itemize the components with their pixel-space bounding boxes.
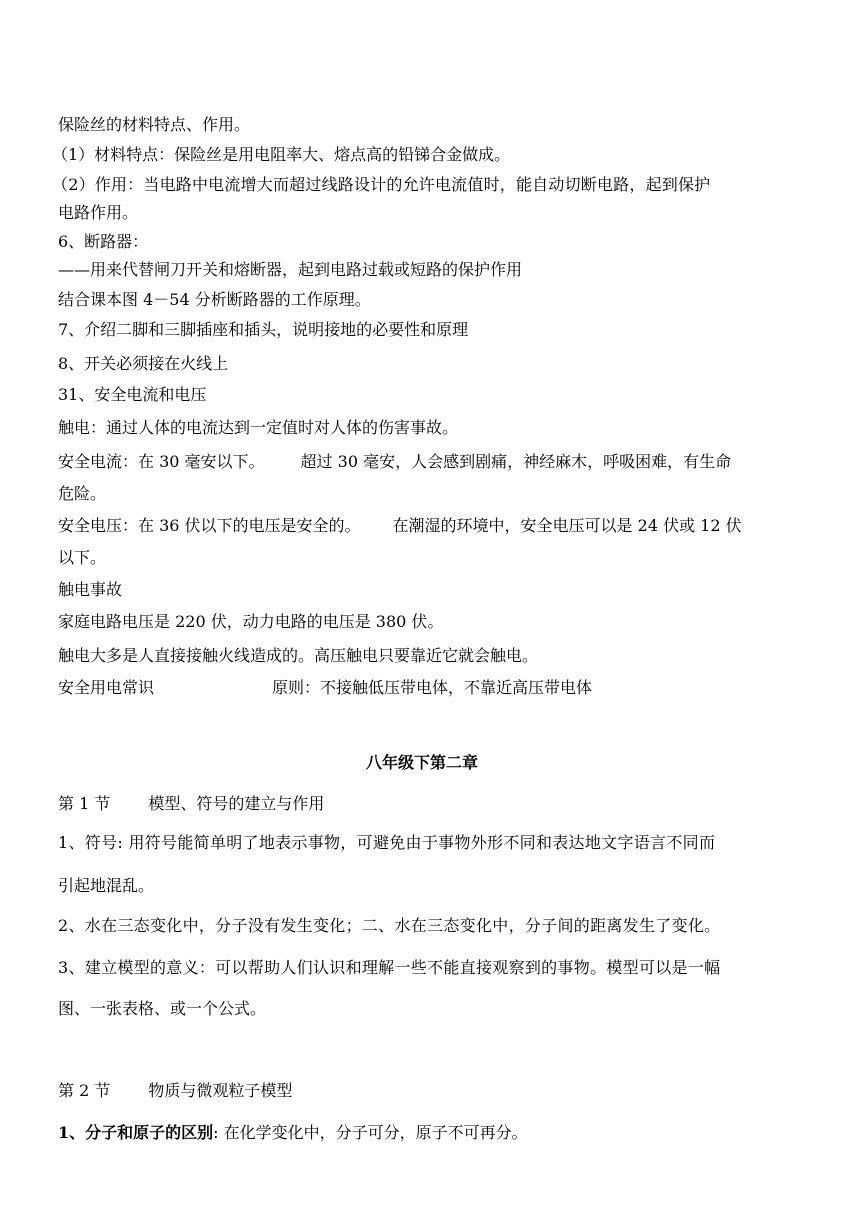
text-line	[58, 516, 742, 536]
text-line: 电路作用。	[58, 203, 139, 222]
text-line: 图、一张表格、或一个公式。	[58, 999, 267, 1018]
text-line: 危险。	[58, 484, 107, 503]
text-line	[58, 678, 592, 698]
text-line	[58, 452, 731, 472]
text-line: 触电大多是人直接接触火线造成的。高压触电只要靠近它就会触电。	[58, 646, 539, 665]
section-number: 第 1 节	[58, 794, 111, 813]
text-span: 原则：不接触低压带电体，不靠近高压带电体	[272, 678, 593, 697]
section-title: 物质与微观粒子模型	[148, 1081, 293, 1100]
section-number: 第 2 节	[58, 1081, 111, 1100]
text-line: 保险丝的材料特点、作用。	[58, 115, 251, 134]
text-span: 在潮湿的环境中，安全电压可以是 24 伏或 12 伏	[392, 516, 742, 535]
heading-breaker: 6、断路器：	[58, 232, 149, 251]
bold-term: 1、分子和原子的区别	[58, 1123, 214, 1142]
text-line: 触电：通过人体的电流达到一定值时对人体的伤害事故。	[58, 418, 459, 437]
heading-safety: 31、安全电流和电压	[58, 385, 207, 404]
text-span: 安全电压：在 36 伏以下的电压是安全的。	[58, 516, 361, 535]
text-span: : 在化学变化中，分子可分，原子不可再分。	[213, 1123, 528, 1142]
text-span: 安全用电常识	[58, 678, 155, 697]
text-line: 2、水在三态变化中，分子没有发生变化；二、水在三态变化中，分子间的距离发生了变化。	[58, 916, 721, 935]
text-line: 7、介绍二脚和三脚插座和插头，说明接地的必要性和原理	[58, 320, 469, 339]
text-line	[58, 1123, 528, 1143]
text-line: 1、符号: 用符号能简单明了地表示事物，可避免由于事物外形不同和表达地文字语言不同而	[58, 833, 716, 852]
text-line: 以下。	[58, 548, 107, 567]
text-line: （2）作用：当电路中电流增大而超过线路设计的允许电流值时，能自动切断电路，起到保护	[52, 175, 711, 194]
text-line: 引起地混乱。	[58, 876, 155, 895]
text-span: 超过 30 毫安，人会感到剧痛，神经麻木，呼吸困难，有生命	[300, 452, 732, 471]
text-line: 8、开关必须接在火线上	[58, 354, 229, 373]
text-line: ——用来代替闸刀开关和熔断器，起到电路过载或短路的保护作用	[58, 260, 523, 279]
section-heading	[58, 1081, 292, 1101]
text-line: 结合课本图 4－54 分析断路器的工作原理。	[58, 290, 371, 309]
text-span: 安全电流：在 30 毫安以下。	[58, 452, 265, 471]
text-line: 3、建立模型的意义：可以帮助人们认识和理解一些不能直接观察到的事物。模型可以是一幅	[58, 958, 721, 977]
chapter-title: 八年级下第二章	[366, 753, 479, 772]
heading-accident: 触电事故	[58, 580, 123, 599]
section-title: 模型、符号的建立与作用	[148, 794, 325, 813]
text-line: 家庭电路电压是 220 伏，动力电路的电压是 380 伏。	[58, 612, 444, 631]
section-heading	[58, 794, 324, 814]
text-line: （1）材料特点：保险丝是用电阻率大、熔点高的铅锑合金做成。	[52, 145, 511, 164]
